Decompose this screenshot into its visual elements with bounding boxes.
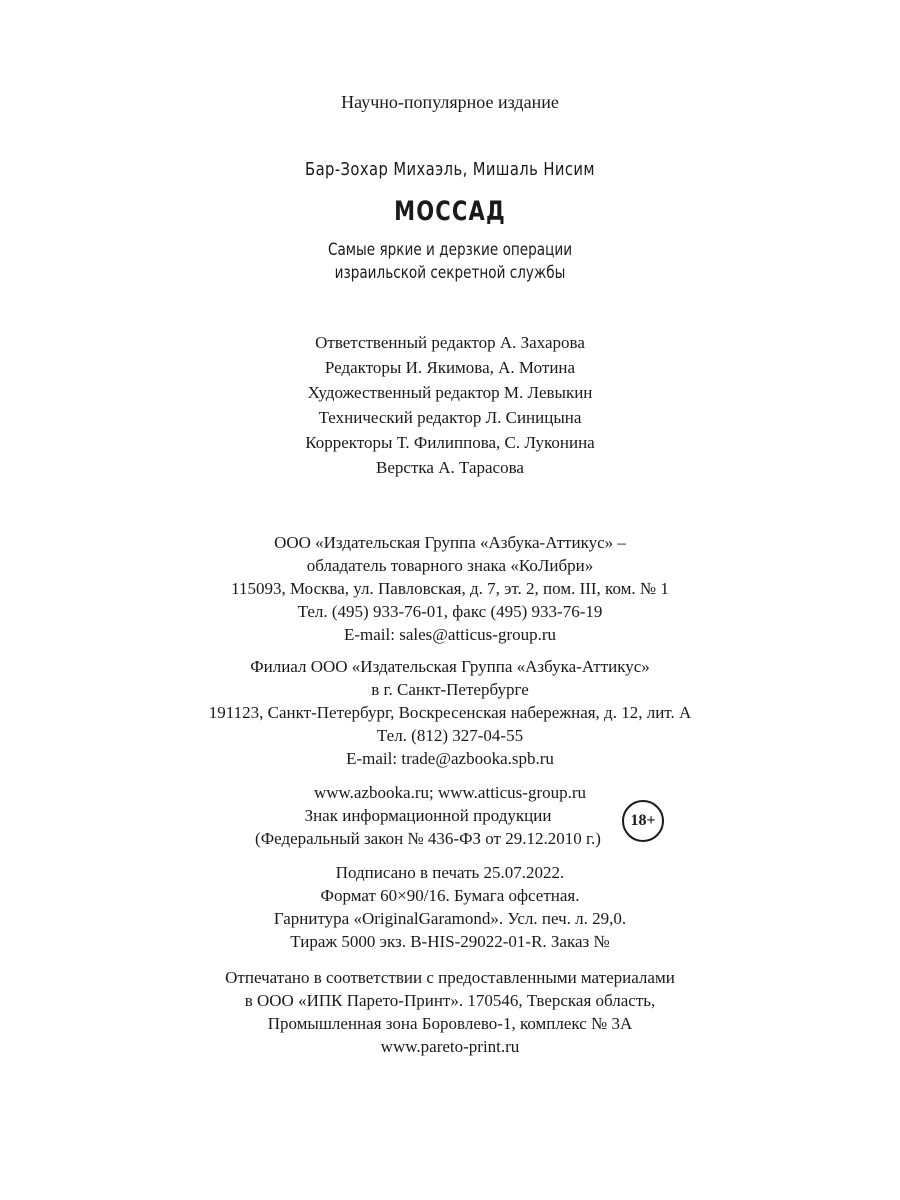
info-mark-line: (Федеральный закон № 436-ФЗ от 29.12.2010 г.) (255, 829, 601, 848)
credit-line: Корректоры Т. Филиппова, С. Луконина (305, 433, 595, 452)
print-detail-line: Подписано в печать 25.07.2022. (335, 863, 565, 882)
branch-line: Тел. (812) 327-04-55 (376, 726, 524, 745)
print-detail-line: Тираж 5000 экз. B-HIS-29022-01-R. Заказ № (290, 932, 610, 951)
publisher-email: E-mail: sales@atticus-group.ru (343, 625, 557, 644)
info-mark-line: Знак информационной продукции (304, 806, 552, 825)
publisher-line: 115093, Москва, ул. Павловская, д. 7, эт. 2, пом. III, ком. № 1 (231, 579, 669, 598)
printer-line: Промышленная зона Боровлево-1, комплекс № 3А (267, 1014, 633, 1033)
credit-line: Верстка А. Тарасова (376, 458, 524, 477)
age-rating-badge: 18+ (622, 800, 664, 842)
branch-line: Филиал ООО «Издательская Группа «Азбука-Аттикус» (250, 657, 650, 676)
branch-email: E-mail: trade@azbooka.spb.ru (346, 749, 554, 768)
authors: Бар-Зохар Михаэль, Мишаль Нисим (305, 159, 595, 180)
subtitle-line: израильской секретной службы (334, 263, 566, 283)
printer-line: Отпечатано в соответствии с предоставленными материалами (225, 968, 675, 987)
branch-line: 191123, Санкт-Петербург, Воскресенская набережная, д. 12, лит. А (208, 703, 692, 722)
publisher-line: ООО «Издательская Группа «Азбука-Аттикус» – (274, 533, 626, 552)
publisher-line: обладатель товарного знака «КоЛибри» (306, 556, 594, 575)
credit-line: Редакторы И. Якимова, А. Мотина (324, 358, 576, 377)
credit-line: Художественный редактор М. Левыкин (307, 383, 593, 402)
edition-type: Научно-популярное издание (341, 92, 559, 112)
publisher-line: Тел. (495) 933-76-01, факс (495) 933-76-19 (297, 602, 603, 621)
print-detail-line: Гарнитура «OriginalGaramond». Усл. печ. л. 29,0. (273, 909, 627, 928)
credit-line: Технический редактор Л. Синицына (318, 408, 582, 427)
book-title: МОССАД (394, 196, 506, 227)
printer-website: www.pareto-print.ru (380, 1037, 520, 1056)
websites: www.azbooka.ru; www.atticus-group.ru (313, 783, 587, 802)
printer-line: в ООО «ИПК Парето-Принт». 170546, Тверская область, (244, 991, 656, 1010)
print-detail-line: Формат 60×90/16. Бумага офсетная. (320, 886, 580, 905)
subtitle-line: Самые яркие и дерзкие операции (327, 240, 573, 260)
credit-line: Ответственный редактор А. Захарова (315, 333, 585, 352)
branch-line: в г. Санкт-Петербурге (371, 680, 529, 699)
